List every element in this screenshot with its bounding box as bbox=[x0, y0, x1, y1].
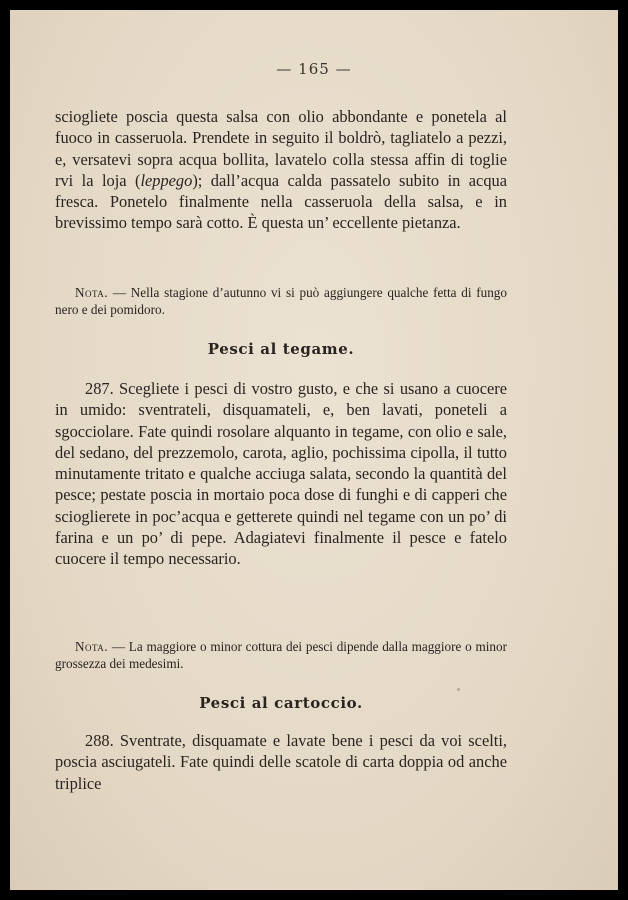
recipe-287 bbox=[55, 378, 507, 570]
paragraph-287: 287. Scegliete i pesci di vostro gusto, e che si usano a cuocere in umido: sventrateli, disquamateli, e, ben lavati, poneteli a sgocciolare. Fate quindi rosolare alquanto in tegame, con olio e sale, del sedano, del prezzemolo, carota, aglio, pochissima cipolla, il tutto minutamente tritato e qualche acciuga salata, secondo la quantità del pesce; pestate poscia in mortaio poca dose di funghi e di capperi che scioglierete in poc’acqua e getterete quindi nel tegame con un po’ di farina e un po’ di pepe. Adagiatevi finalmente il pesce e fatelo cuocere il tempo necessario. bbox=[55, 379, 507, 569]
book-page bbox=[10, 10, 618, 890]
heading-pesci-al-cartoccio-wrap bbox=[55, 694, 507, 712]
note-paragraph-2 bbox=[55, 638, 507, 672]
heading-pesci-al-tegame-wrap bbox=[55, 340, 507, 358]
paragraph-continuation-end: ); dall’acqua calda passatelo subito in acqua fresca. Ponetelo finalmente nella casseruola della salsa, e in brevissimo tempo sarà cotto. È questa un’ eccellente pietanza. bbox=[55, 170, 507, 233]
page-number: — 165 — bbox=[276, 60, 352, 78]
note-cottura bbox=[55, 638, 507, 672]
note-autumn bbox=[55, 284, 507, 318]
recipe-continuation bbox=[55, 106, 507, 234]
note-text: — Nella stagione d’autunno vi si può aggiungere qualche fetta di fungo nero e dei pomidoro. bbox=[55, 285, 507, 317]
heading-pesci-al-tegame: Pesci al tegame. bbox=[207, 340, 355, 358]
note-label-2: Nota. bbox=[75, 639, 109, 654]
heading-pesci-al-cartoccio: Pesci al cartoccio. bbox=[199, 694, 363, 712]
paragraph-continuation-italic: leppego bbox=[140, 170, 193, 190]
paragraph-continuation bbox=[55, 106, 507, 234]
recipe-288 bbox=[55, 730, 507, 794]
paper-speck bbox=[457, 688, 460, 691]
note-paragraph bbox=[55, 284, 507, 318]
paragraph-continuation-text: sciogliete poscia questa salsa con olio abbondante e ponetela al fuoco in casseruola. Prendete in seguito il boldrò, tagliatelo a pezzi, e, versatevi sopra acqua bollita, lavatelo colla stessa affin di toglie rvi la loja ( bbox=[55, 107, 507, 190]
note-label: Nota. bbox=[75, 285, 109, 300]
note-text-2: — La maggiore o minor cottura dei pesci dipende dalla maggiore o minor grossezza dei medesimi. bbox=[55, 639, 507, 671]
paragraph-288: 288. Sventrate, disquamate e lavate bene i pesci da voi scelti, poscia asciugateli. Fate quindi delle scatole di carta doppia od anche triplice bbox=[55, 731, 507, 793]
